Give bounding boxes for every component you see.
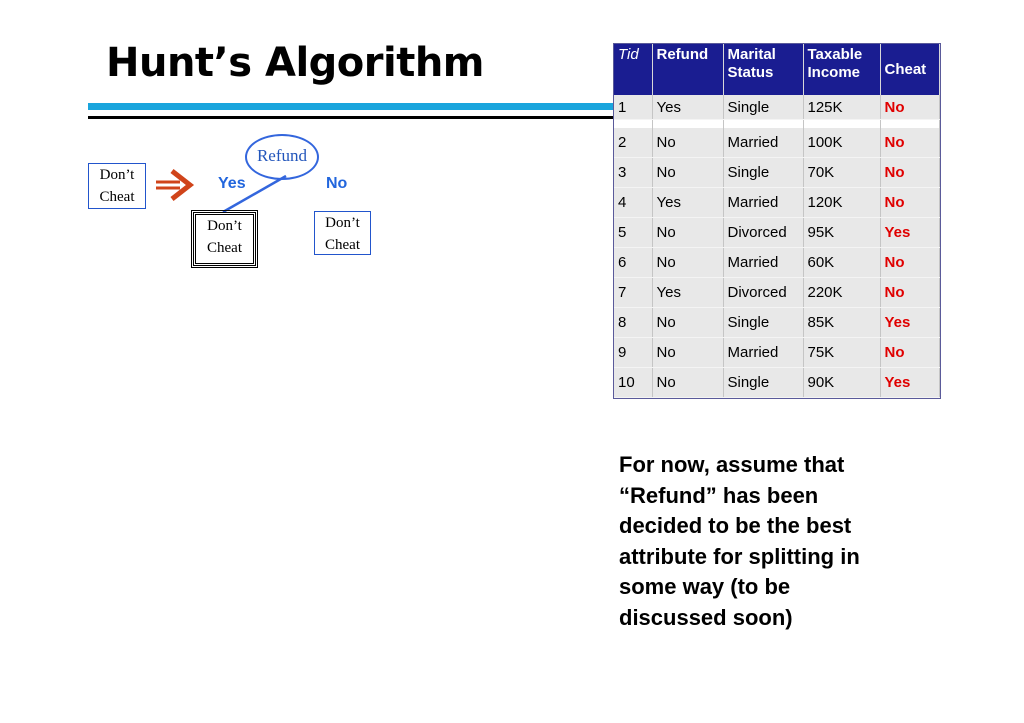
note-line-4: attribute for splitting in (619, 543, 860, 569)
cell-cheat: No (880, 128, 939, 158)
table-row (614, 248, 939, 278)
training-data-table (614, 44, 940, 398)
header-cheat: Cheat (880, 44, 939, 95)
table-row (614, 278, 939, 308)
table-row (614, 158, 939, 188)
cell-marital: Single (723, 368, 803, 398)
cell-tid: 5 (614, 218, 652, 248)
cell-marital: Single (723, 158, 803, 188)
cell-tid: 4 (614, 188, 652, 218)
cell-refund: Yes (652, 95, 723, 120)
cell-marital: Married (723, 188, 803, 218)
cell-marital: Married (723, 128, 803, 158)
cell-marital: Divorced (723, 278, 803, 308)
cell-tid: 8 (614, 308, 652, 338)
cell-refund: No (652, 158, 723, 188)
cell-refund: No (652, 128, 723, 158)
gap-cell (880, 120, 939, 129)
cell-refund: No (652, 308, 723, 338)
cell-cheat: Yes (880, 308, 939, 338)
cell-income: 125K (803, 95, 880, 120)
cell-tid: 1 (614, 95, 652, 120)
no-branch-label: No (326, 175, 348, 192)
no-leaf-line1: Don’t (325, 215, 360, 231)
cell-cheat: No (880, 338, 939, 368)
cell-marital: Married (723, 248, 803, 278)
table-row (614, 308, 939, 338)
table-row (614, 188, 939, 218)
table-row (614, 128, 939, 158)
note-line-1: For now, assume that (619, 452, 845, 477)
header-income-line2: Income (807, 64, 861, 81)
yes-leaf-line2: Cheat (207, 240, 242, 256)
cell-cheat: No (880, 278, 939, 308)
gap-cell (652, 120, 723, 129)
cell-refund: No (652, 338, 723, 368)
cell-refund: No (652, 368, 723, 398)
table-row (614, 368, 939, 398)
table-row (614, 95, 939, 120)
cell-income: 60K (803, 248, 880, 278)
cell-refund: No (652, 248, 723, 278)
header-marital-status (723, 44, 803, 95)
yes-branch-label: Yes (218, 175, 246, 192)
cell-income: 120K (803, 188, 880, 218)
cell-refund: Yes (652, 278, 723, 308)
cell-cheat: Yes (880, 368, 939, 398)
cell-tid: 6 (614, 248, 652, 278)
cell-marital: Single (723, 308, 803, 338)
cell-tid: 10 (614, 368, 652, 398)
cell-cheat: No (880, 95, 939, 120)
yes-leaf-node (193, 212, 256, 266)
cell-tid: 2 (614, 128, 652, 158)
yes-leaf-line1: Don’t (207, 218, 242, 234)
refund-root-node: Refund (245, 134, 319, 180)
note-line-6: discussed soon) (619, 604, 793, 630)
cell-cheat: No (880, 188, 939, 218)
cell-income: 95K (803, 218, 880, 248)
cell-cheat: No (880, 248, 939, 278)
cell-income: 100K (803, 128, 880, 158)
table-header-row (614, 44, 939, 95)
cell-marital: Married (723, 338, 803, 368)
note-line-2: “Refund” has been (619, 482, 819, 508)
cell-tid: 9 (614, 338, 652, 368)
table-row (614, 338, 939, 368)
page-title: Hunt’s Algorithm (106, 40, 484, 86)
header-refund: Refund (652, 44, 723, 95)
cell-income: 70K (803, 158, 880, 188)
cell-income: 85K (803, 308, 880, 338)
table-row-gap (614, 120, 939, 129)
cell-income: 75K (803, 338, 880, 368)
cell-refund: Yes (652, 188, 723, 218)
initial-leaf-line2: Cheat (99, 189, 135, 205)
explanation-note (619, 450, 909, 633)
title-divider-blue (88, 103, 614, 110)
cell-income: 220K (803, 278, 880, 308)
no-leaf-node (314, 211, 371, 255)
cell-marital: Single (723, 95, 803, 120)
header-tid: Tid (614, 44, 652, 95)
table-row (614, 218, 939, 248)
cell-marital: Divorced (723, 218, 803, 248)
initial-leaf-node (88, 163, 146, 209)
header-marital-line1: Marital (727, 46, 776, 63)
cell-cheat: Yes (880, 218, 939, 248)
cell-income: 90K (803, 368, 880, 398)
note-line-5: some way (to be (619, 574, 791, 599)
cell-tid: 7 (614, 278, 652, 308)
gap-cell (803, 120, 880, 129)
cell-tid: 3 (614, 158, 652, 188)
gap-cell (723, 120, 803, 129)
no-leaf-line2: Cheat (325, 237, 360, 253)
gap-cell (614, 120, 652, 129)
cell-refund: No (652, 218, 723, 248)
cell-cheat: No (880, 158, 939, 188)
header-marital-line2: Status (727, 64, 774, 81)
initial-leaf-line1: Don’t (99, 167, 135, 183)
header-taxable-income (803, 44, 880, 95)
header-income-line1: Taxable (807, 46, 863, 63)
note-line-3: decided to be the best (619, 513, 852, 538)
